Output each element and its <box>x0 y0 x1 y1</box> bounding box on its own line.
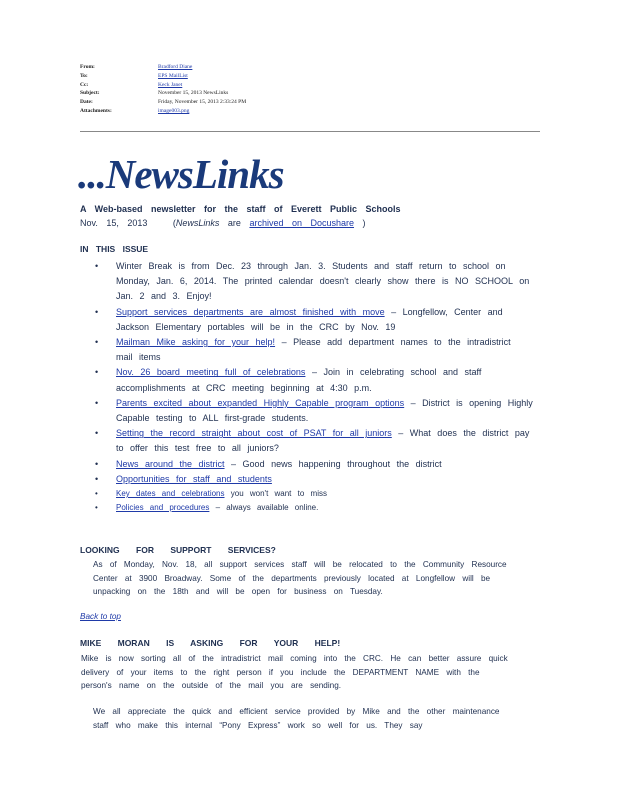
header-divider <box>80 131 540 132</box>
archive-open-paren: ( <box>172 218 176 228</box>
item-link[interactable]: Support services departments are almost finished with move <box>116 306 385 317</box>
item-text: – Longfellow, Center and Jackson Elementary portables will be in the CRC by Nov. 19 <box>116 306 503 332</box>
item-text: – What does the district pay to offer this test free to all juniors? <box>116 428 530 454</box>
attachments-label: Attachments: <box>80 107 112 114</box>
archive-close-paren: ) <box>362 218 366 228</box>
item-text: – Please add department names to the intradistrict mail items <box>116 337 511 363</box>
date-label: Date: <box>80 99 93 106</box>
issue-date: Nov. 15, 2013 <box>80 218 148 228</box>
item-link[interactable]: Parents excited about expanded Highly Capable program options <box>116 397 405 408</box>
attachment-link[interactable]: image003.png <box>158 107 190 114</box>
item-text: Winter Break is from Dec. 23 through Jan. 3. Students and staff return to school on Monday, Jan. 6, 2014. The printed calendar doesn't clearly show there is NO SCHOOL on Jan. 2 and 3. Enjoy! <box>116 261 530 302</box>
list-item: • Winter Break is from Dec. 23 through Jan. 3. Students and staff return to school on Monday, Jan. 6, 2014. The printed calendar doesn't clearly show there is NO SCHOOL on Jan. 2 and 3. Enjoy! <box>95 261 530 302</box>
mike-moran-body-2: We all appreciate the quick and efficient service provided by Mike and the other maintenance staff who make this internal “Pony Express” work so well for us. They say <box>93 707 500 730</box>
mike-moran-body-1: Mike is now sorting all of the intradistrict mail coming into the CRC. He can better assure quick delivery of your items to the right person if you include the DEPARTMENT NAME with the person's name on the outside of the mail you are sending. <box>81 654 508 691</box>
back-to-top-link[interactable]: Back to top <box>80 612 121 621</box>
cc-row <box>80 81 246 90</box>
archive-newsletter-name: NewsLinks <box>175 218 220 228</box>
support-services-body: As of Monday, Nov. 18, all support services staff will be relocated to the Community Resource Center at 3900 Broadway. Some of the departments previously located at Longfellow will be unpacking on the 18th and will be open for business on Tuesday. <box>93 560 507 597</box>
from-label: From: <box>80 64 95 70</box>
item-link[interactable]: Policies and procedures <box>116 503 210 513</box>
archive-are: are <box>227 218 241 228</box>
mike-moran-heading: MIKE MORAN IS ASKING FOR YOUR HELP! <box>80 638 341 648</box>
subject-label: Subject: <box>80 90 100 97</box>
from-value[interactable]: Bradford Diane <box>158 64 193 70</box>
archive-line <box>80 218 366 228</box>
item-link[interactable]: Setting the record straight about cost of PSAT for all juniors <box>116 428 392 439</box>
list-item: • Support services departments are almost finished with move – Longfellow, Center and Jackson Elementary portables will be in the CRC by Nov. 19 <box>95 306 503 332</box>
attachments-row <box>80 107 246 116</box>
item-link[interactable]: Key dates and celebrations <box>116 489 225 499</box>
item-text: you won't want to miss <box>224 489 327 499</box>
email-header <box>80 63 246 116</box>
newsletter-tagline: A Web-based newsletter for the staff of Everett Public Schools <box>80 204 401 214</box>
cc-value[interactable]: Keck Janet <box>158 81 183 88</box>
list-item: • Setting the record straight about cost of PSAT for all juniors – What does the district pay to offer this test free to all juniors? <box>95 428 530 454</box>
item-text: – Good news happening throughout the district <box>224 458 442 469</box>
cc-label: Cc: <box>80 81 89 88</box>
subject-row <box>80 89 246 98</box>
list-item: • Policies and procedures – always available online. <box>95 503 319 513</box>
list-item: • Nov. 26 board meeting full of celebrations – Join in celebrating school and staff accomplishments at CRC meeting beginning at 4:30 p.m. <box>95 367 482 393</box>
to-label: To: <box>80 72 88 79</box>
subject-value: November 15, 2013 NewsLinks <box>158 90 229 97</box>
item-text: – Join in celebrating school and staff accomplishments at CRC meeting beginning at 4:30 p.m. <box>116 367 482 393</box>
item-link[interactable]: Opportunities for staff and students <box>116 473 272 484</box>
list-item: • Opportunities for staff and students <box>95 473 272 484</box>
list-item: • News around the district – Good news happening throughout the district <box>95 458 442 469</box>
date-value: Friday, November 15, 2013 2:33:24 PM <box>158 99 247 106</box>
issue-list <box>93 259 533 515</box>
support-services-heading: LOOKING FOR SUPPORT SERVICES? <box>80 545 276 555</box>
item-text: – always available online. <box>209 503 319 513</box>
to-value[interactable]: EPS MailList <box>158 72 188 79</box>
item-link[interactable]: Mailman Mike asking for your help! <box>116 337 276 348</box>
archive-link[interactable]: archived on Docushare <box>249 218 355 228</box>
newsletter-title: ...NewsLinks <box>78 151 284 197</box>
in-this-issue-heading: IN THIS ISSUE <box>80 244 149 254</box>
list-item: • Key dates and celebrations you won't want to miss <box>95 489 327 499</box>
from-row <box>80 63 246 72</box>
list-item: • Parents excited about expanded Highly Capable program options – District is opening Highly Capable testing to ALL first-grade students. <box>95 397 533 424</box>
item-link[interactable]: News around the district <box>116 458 225 469</box>
date-row <box>80 98 246 107</box>
item-link[interactable]: Nov. 26 board meeting full of celebrations <box>116 367 306 378</box>
list-item: • Mailman Mike asking for your help! – Please add department names to the intradistrict mail items <box>95 337 511 363</box>
to-row <box>80 72 246 81</box>
item-text: – District is opening Highly Capable testing to ALL first-grade students. <box>116 397 533 424</box>
